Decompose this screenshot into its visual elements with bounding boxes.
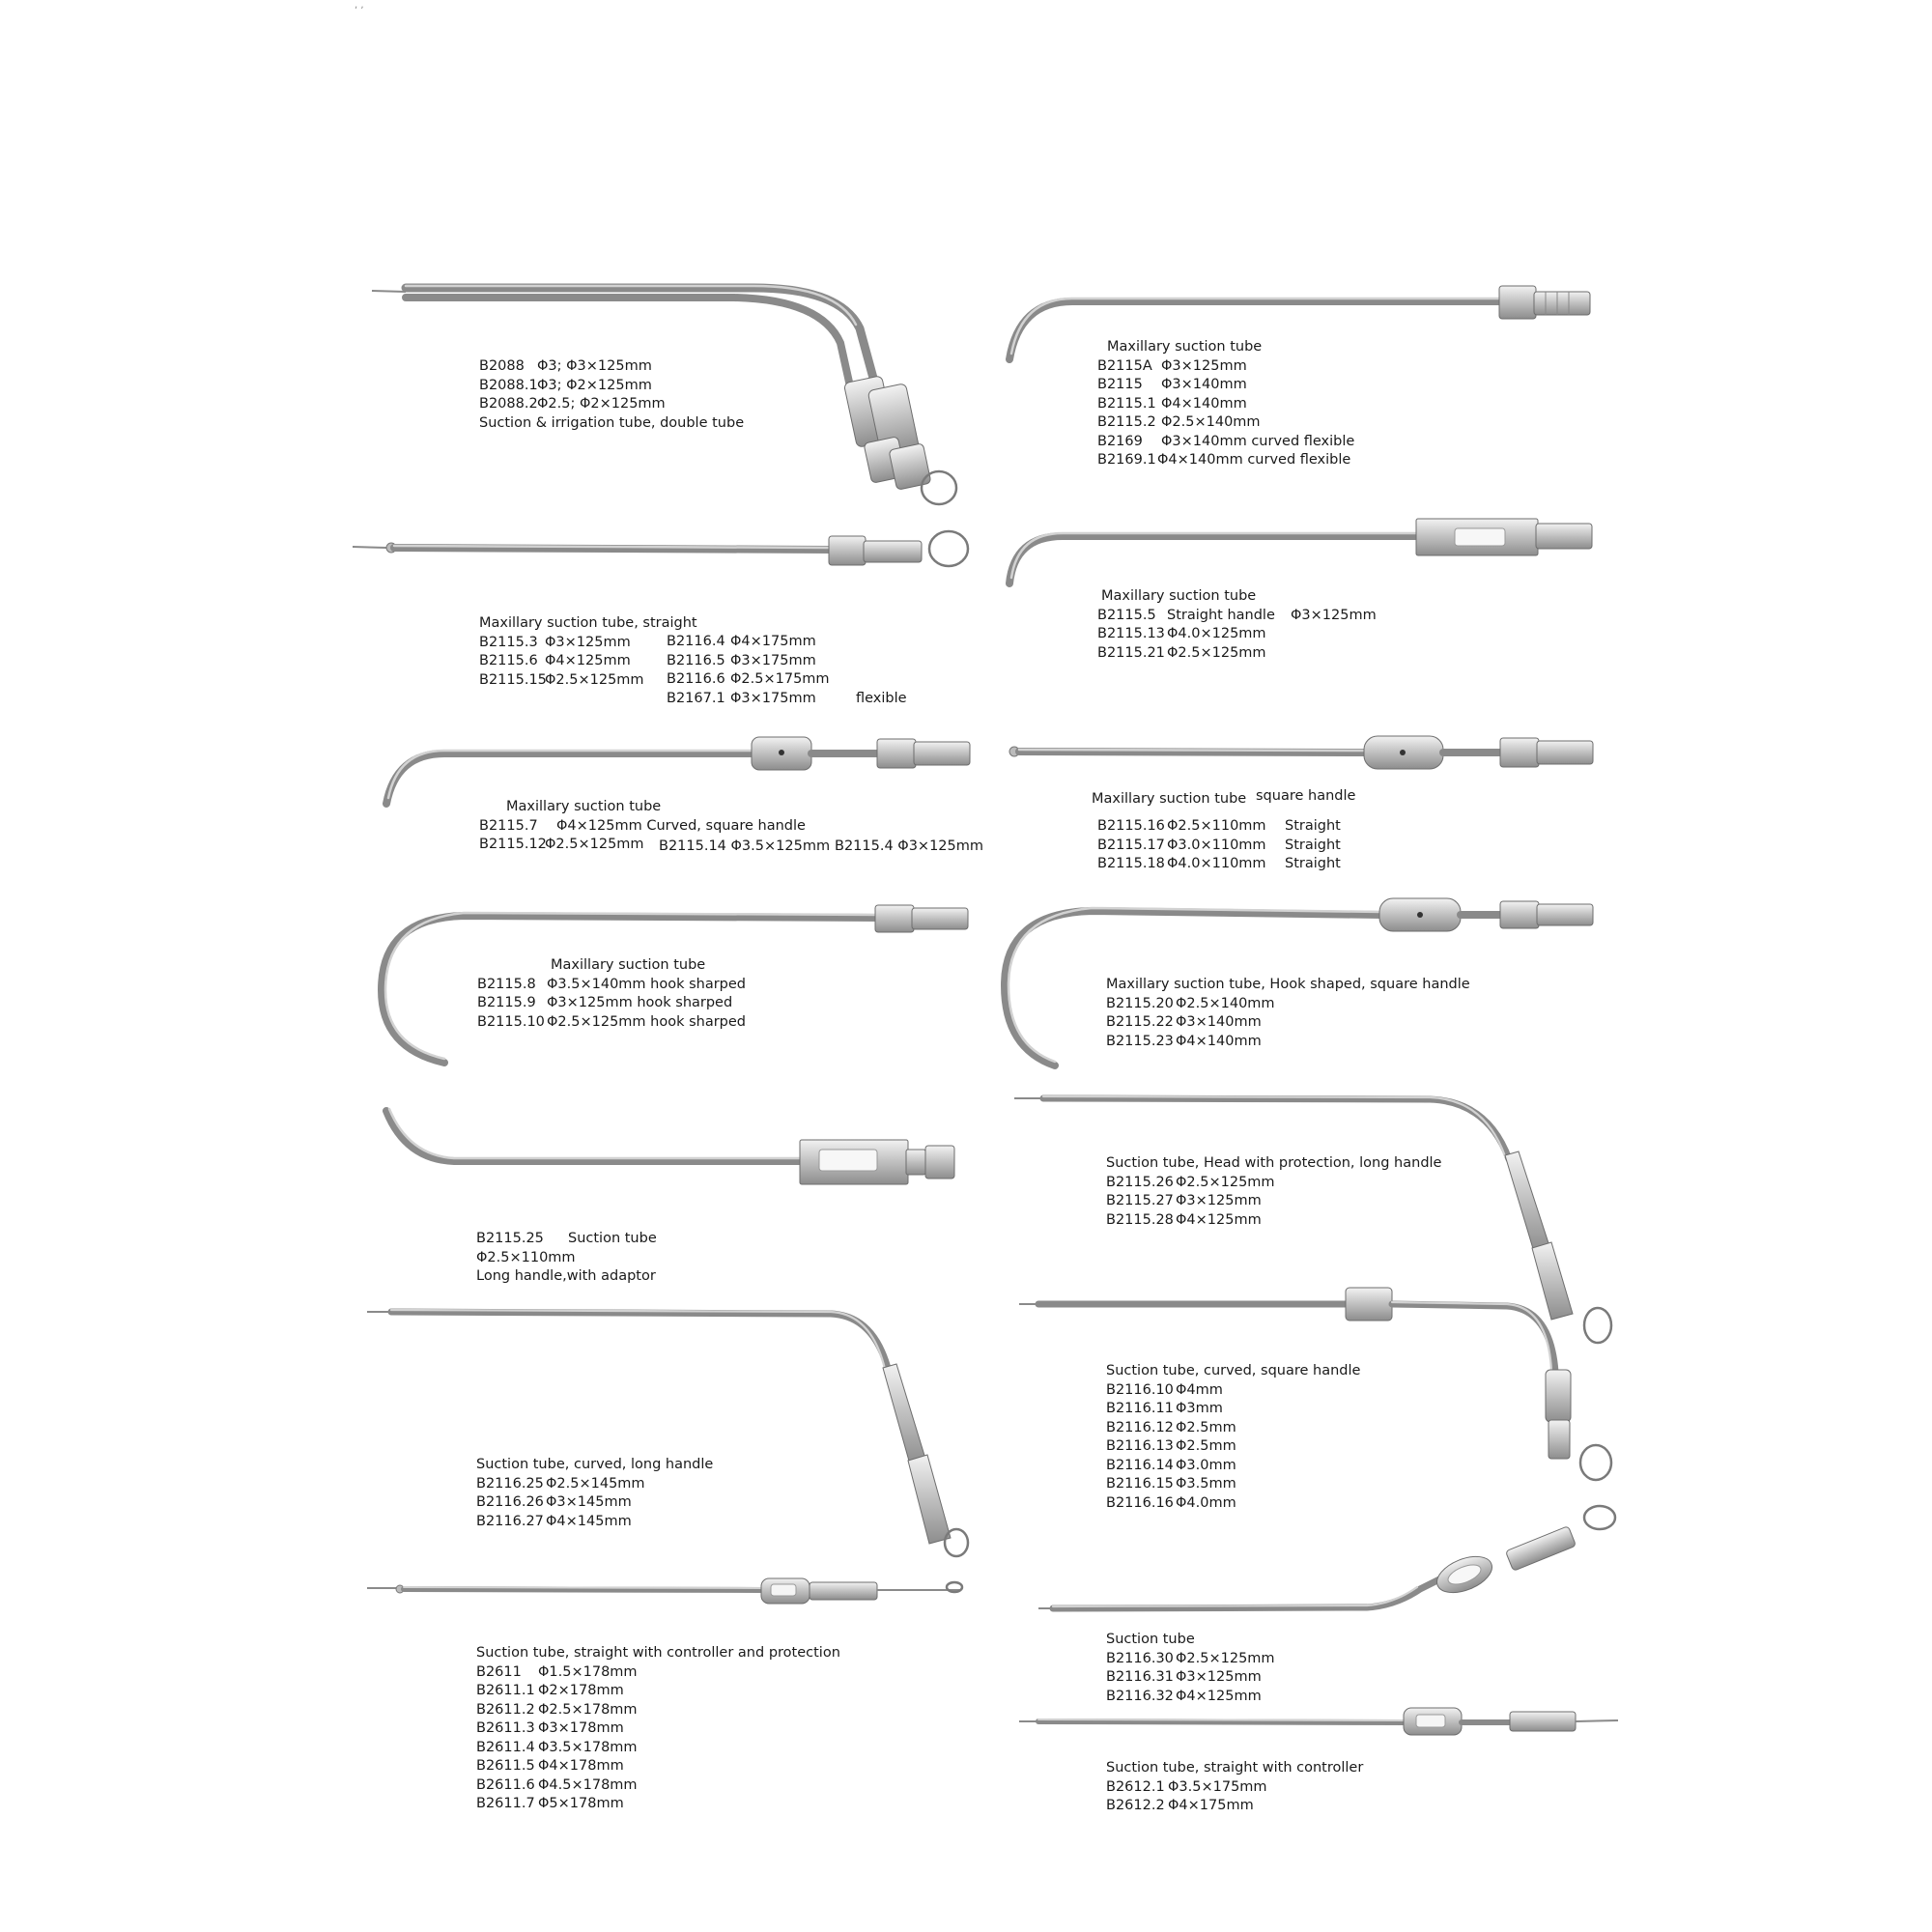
spec-row — [476, 1230, 657, 1249]
item-title: Maxillary suction tube, straight — [479, 615, 697, 631]
product-code: B2088.2 — [479, 396, 538, 412]
spec-row — [1106, 1174, 1441, 1193]
product-spec: Φ3; Φ2×125mm — [537, 377, 652, 393]
product-spec: Φ2.5×125mm — [1176, 1174, 1275, 1190]
product-code: B2115.27 — [1106, 1193, 1174, 1208]
product-spec: Φ2.5×125mm — [1176, 1650, 1275, 1666]
item-title: Suction tube, Head with protection, long handle — [1106, 1155, 1442, 1171]
spec-row — [1106, 1381, 1360, 1401]
item-note: Long handle,with adaptor — [476, 1268, 656, 1284]
item-title: Suction tube, curved, long handle — [476, 1457, 714, 1472]
product-spec: Φ2.5×125mm — [545, 671, 644, 688]
product-spec: Φ4mm — [1176, 1381, 1223, 1398]
product-type: Straight — [1285, 856, 1341, 871]
product-code: B2116.25 — [476, 1475, 544, 1492]
instrument-b2115-7 — [386, 737, 970, 804]
item-b2115-16 — [1097, 817, 1341, 874]
spec-row — [476, 1701, 840, 1720]
item-b2611 — [476, 1644, 840, 1814]
product-code: B2169 — [1097, 433, 1143, 449]
spec-row — [476, 1682, 840, 1701]
product-code: B2115.5 — [1097, 607, 1156, 623]
product-spec: Φ2.5mm — [1176, 1438, 1236, 1454]
product-spec: Φ3mm — [1176, 1401, 1223, 1416]
product-code: B2611.1 — [476, 1683, 535, 1698]
spec-row — [476, 1493, 713, 1513]
product-spec: Φ2.5×145mm — [546, 1475, 645, 1492]
product-code: B2115.15 — [479, 671, 547, 688]
spec-row — [1106, 1192, 1441, 1211]
spec-row — [1097, 855, 1341, 874]
spec-row — [1106, 1688, 1275, 1707]
spec-row — [476, 1475, 713, 1494]
product-code: B2116.6 — [667, 671, 725, 687]
spec-row — [1097, 644, 1377, 664]
product-code: B2116.11 — [1106, 1401, 1174, 1416]
flexible-note: flexible — [856, 690, 907, 706]
item-title: Suction tube — [1106, 1632, 1195, 1647]
product-code: B2115.21 — [1097, 644, 1165, 661]
product-code: B2116.16 — [1106, 1494, 1174, 1511]
product-spec: Φ3×125mm — [1176, 1669, 1262, 1685]
product-spec: Φ2.5×140mm — [1161, 414, 1261, 430]
product-spec-extra: Φ3×125mm — [1291, 607, 1377, 623]
spec-row — [1106, 1457, 1360, 1476]
item-title-extra: square handle — [1256, 788, 1356, 804]
spec-row — [479, 671, 697, 691]
product-spec: Φ3×175mm — [730, 652, 816, 668]
product-code: B2611.3 — [476, 1720, 535, 1736]
product-code: B2115.20 — [1106, 995, 1174, 1011]
product-spec: Φ4×140mm curved flexible — [1157, 452, 1351, 468]
spec-row — [476, 1739, 840, 1758]
spec-row — [1106, 1400, 1360, 1419]
product-code: B2611.7 — [476, 1796, 535, 1811]
product-spec: Φ2.5×110mm — [1167, 818, 1266, 834]
product-code: B2115.6 — [479, 653, 538, 668]
product-code: B2116.12 — [1106, 1419, 1174, 1435]
item-title: Maxillary suction tube, Hook shaped, square handle — [1106, 977, 1470, 992]
spec-row — [667, 652, 907, 671]
product-spec: Φ3×140mm — [1161, 377, 1247, 392]
instrument-b2115-3 — [353, 531, 968, 566]
item-title: Suction tube, curved, square handle — [1106, 1363, 1361, 1378]
instrument-b2115-16 — [1009, 736, 1593, 769]
product-type: Straight — [1285, 818, 1341, 834]
product-spec: Φ3×178mm — [538, 1720, 624, 1736]
product-code: B2115.10 — [477, 1013, 545, 1030]
spec-row — [1106, 1475, 1360, 1494]
spec-row — [479, 395, 744, 414]
spec-row — [1097, 413, 1354, 433]
spec-row — [479, 817, 806, 837]
spec-row — [479, 377, 744, 396]
product-spec: Φ3×140mm — [1176, 1014, 1262, 1030]
product-spec: Φ3×175mm — [730, 690, 816, 706]
product-spec: Φ2.5×110mm — [476, 1249, 576, 1265]
product-code: B2116.27 — [476, 1513, 544, 1529]
item-b2115a — [1097, 338, 1354, 470]
spec-row — [1097, 837, 1341, 856]
spec-row — [1106, 1668, 1275, 1688]
spec-row — [1106, 1797, 1363, 1816]
product-spec: Φ3×125mm — [1161, 357, 1247, 374]
product-code: B2612.2 — [1106, 1798, 1165, 1813]
product-spec: Φ2×178mm — [538, 1683, 624, 1698]
product-spec: Φ3.5×175mm — [1168, 1778, 1267, 1795]
item-b2115-3 — [479, 614, 697, 690]
product-spec: Φ3×125mm — [1176, 1193, 1262, 1208]
spec-row — [1106, 1419, 1360, 1438]
item-title: Maxillary suction tube — [1107, 339, 1263, 355]
item-title: Suction tube — [568, 1231, 657, 1246]
spec-row — [667, 633, 907, 652]
product-code: B2115.22 — [1106, 1014, 1174, 1030]
spec-row — [477, 1013, 746, 1033]
product-code: B2116.26 — [476, 1494, 544, 1510]
product-code: B2115.12 — [479, 837, 547, 852]
product-spec: Φ3×145mm — [546, 1494, 632, 1510]
item-title: Maxillary suction tube — [551, 957, 706, 973]
product-spec: Straight handle — [1167, 607, 1275, 623]
product-code: B2116.13 — [1106, 1438, 1174, 1454]
instrument-b2115-25 — [386, 1109, 954, 1184]
product-code: B2088 — [479, 358, 525, 374]
product-spec: Φ2.5; Φ2×125mm — [537, 396, 666, 412]
product-code: B2116.30 — [1106, 1650, 1174, 1666]
product-spec: Φ4×175mm — [1168, 1798, 1254, 1813]
spec-row — [1106, 995, 1470, 1014]
product-spec: Φ3.5mm — [1176, 1476, 1236, 1492]
product-spec: Φ4.0mm — [1176, 1494, 1236, 1511]
spec-row — [476, 1663, 840, 1683]
spec-row — [1097, 625, 1377, 644]
spec-row — [476, 1513, 713, 1532]
product-code: B2088.1 — [479, 377, 538, 393]
product-code: B2611.6 — [476, 1776, 535, 1793]
product-spec: Φ2.5mm — [1176, 1419, 1236, 1435]
spec-row — [1097, 451, 1354, 470]
product-code: B2115.3 — [479, 634, 538, 650]
product-spec: Φ2.5×178mm — [538, 1701, 638, 1718]
product-spec: Φ4×145mm — [546, 1513, 632, 1529]
product-code: B2116.5 — [667, 652, 725, 668]
product-code: B2115 — [1097, 377, 1143, 392]
item-b2115-26 — [1106, 1154, 1441, 1230]
product-spec: Φ4×140mm — [1176, 1033, 1262, 1049]
product-type: Straight — [1285, 837, 1341, 853]
product-code: B2115A — [1097, 357, 1152, 374]
product-spec: Φ4×125mm — [545, 653, 631, 668]
product-code: B2169.1 — [1097, 452, 1156, 468]
spec-row — [479, 357, 744, 377]
product-code: B2611 — [476, 1663, 522, 1680]
product-spec: Φ4×175mm — [730, 634, 816, 649]
item-b2115-3-col2 — [667, 633, 907, 708]
product-code: B2115.28 — [1106, 1211, 1174, 1228]
item-b2115-25 — [476, 1230, 657, 1287]
item-b2116-25 — [476, 1456, 713, 1531]
product-code: B2115.2 — [1097, 414, 1156, 430]
product-code: B2115.16 — [1097, 818, 1165, 834]
product-code: B2115.25 — [476, 1231, 544, 1246]
product-code: B2116.31 — [1106, 1669, 1174, 1685]
item-b2115-4: B2115.4 Φ3×125mm — [835, 838, 984, 854]
product-code: B2611.4 — [476, 1739, 535, 1755]
instrument-b2115-5 — [1009, 519, 1592, 583]
spec-row — [1106, 1778, 1363, 1798]
product-code: B2115.8 — [477, 976, 536, 992]
product-spec: Φ4.5×178mm — [538, 1776, 638, 1793]
product-spec: Φ3.5×140mm hook sharped — [547, 976, 747, 992]
product-code: B2612.1 — [1106, 1778, 1165, 1795]
product-code: B2611.2 — [476, 1701, 535, 1718]
product-spec: Φ4×140mm — [1161, 395, 1247, 412]
spec-row — [476, 1795, 840, 1814]
product-code: B2611.5 — [476, 1758, 535, 1774]
product-code: B2115.9 — [477, 995, 536, 1010]
product-spec: Φ2.5×125mm hook sharped — [547, 1013, 747, 1030]
corner-mark: , , — [355, 0, 364, 11]
product-spec: Φ3.0mm — [1176, 1457, 1236, 1473]
item-b2115-8 — [477, 956, 746, 1032]
spec-row — [1097, 395, 1354, 414]
instrument-b2116-30 — [1038, 1506, 1615, 1608]
spec-row — [1097, 376, 1354, 395]
product-code: B2167.1 — [667, 690, 725, 706]
item-b2116-30 — [1106, 1631, 1275, 1706]
spec-row — [1097, 357, 1354, 377]
item-title: Suction & irrigation tube, double tube — [479, 414, 745, 431]
spec-row — [1106, 1494, 1360, 1514]
product-code: B2115.1 — [1097, 395, 1156, 412]
product-spec: Φ3; Φ3×125mm — [537, 358, 652, 374]
spec-row — [476, 1719, 840, 1739]
product-code: B2115.26 — [1106, 1174, 1174, 1190]
spec-row — [1097, 607, 1377, 626]
spec-row — [1106, 1033, 1470, 1052]
instrument-b2612 — [1019, 1708, 1618, 1735]
item-b2115-20 — [1106, 976, 1470, 1051]
spec-row — [667, 690, 907, 709]
spec-row — [1097, 817, 1341, 837]
product-code: B2116.32 — [1106, 1688, 1174, 1704]
spec-row — [477, 994, 746, 1013]
spec-row — [476, 1757, 840, 1776]
product-spec: Φ4×125mm — [1176, 1688, 1262, 1704]
product-spec: Φ5×178mm — [538, 1796, 624, 1811]
product-code: B2115.7 — [479, 817, 538, 834]
product-spec: Φ1.5×178mm — [538, 1663, 638, 1680]
product-spec: Φ3×125mm — [545, 634, 631, 650]
spec-row — [667, 670, 907, 690]
spec-row — [1106, 1211, 1441, 1231]
product-spec: Φ2.5×140mm — [1176, 995, 1275, 1011]
product-spec: Φ4.0×125mm — [1167, 626, 1266, 641]
instrument-b2611 — [367, 1578, 962, 1604]
product-code: B2115.18 — [1097, 856, 1165, 871]
item-title: Maxillary suction tube — [1092, 791, 1247, 807]
item-b2612 — [1106, 1759, 1363, 1816]
product-code: B2115.17 — [1097, 837, 1165, 853]
product-spec: Φ2.5×175mm — [730, 671, 830, 687]
product-spec: Φ4×125mm — [1176, 1211, 1262, 1228]
product-code: B2116.4 — [667, 634, 725, 649]
item-b2115-14: B2115.14 Φ3.5×125mm — [659, 838, 831, 854]
product-spec: Φ2.5×125mm — [545, 837, 644, 852]
product-spec: Φ3.0×110mm — [1167, 837, 1266, 853]
spec-row — [479, 652, 697, 671]
product-spec: Φ4×178mm — [538, 1758, 624, 1774]
product-spec: Φ3×140mm curved flexible — [1161, 433, 1355, 449]
product-spec: Φ3.5×178mm — [538, 1739, 638, 1755]
spec-row — [479, 634, 697, 653]
item-title: Suction tube, straight with controller — [1106, 1760, 1364, 1776]
item-title: Maxillary suction tube — [506, 799, 662, 814]
spec-row — [477, 976, 746, 995]
product-code: B2115.13 — [1097, 626, 1165, 641]
product-code: B2116.10 — [1106, 1381, 1174, 1398]
item-b2088 — [479, 357, 744, 433]
spec-row — [1097, 433, 1354, 452]
item-title: Suction tube, straight with controller and protection — [476, 1645, 840, 1661]
product-spec: Φ2.5×125mm — [1167, 644, 1266, 661]
spec-row — [476, 1776, 840, 1796]
product-spec: Φ4.0×110mm — [1167, 856, 1266, 871]
item-b2115-5 — [1097, 587, 1377, 663]
spec-row — [1106, 1013, 1470, 1033]
product-code: B2116.14 — [1106, 1457, 1174, 1473]
product-code: B2115.23 — [1106, 1033, 1174, 1049]
spec-row — [1106, 1437, 1360, 1457]
product-spec: Φ3×125mm hook sharped — [547, 995, 733, 1010]
product-spec: Φ4×125mm Curved, square handle — [556, 817, 806, 834]
item-title: Maxillary suction tube — [1101, 588, 1257, 604]
spec-row — [1106, 1650, 1275, 1669]
product-code: B2116.15 — [1106, 1476, 1174, 1492]
item-b2116-10 — [1106, 1362, 1360, 1513]
